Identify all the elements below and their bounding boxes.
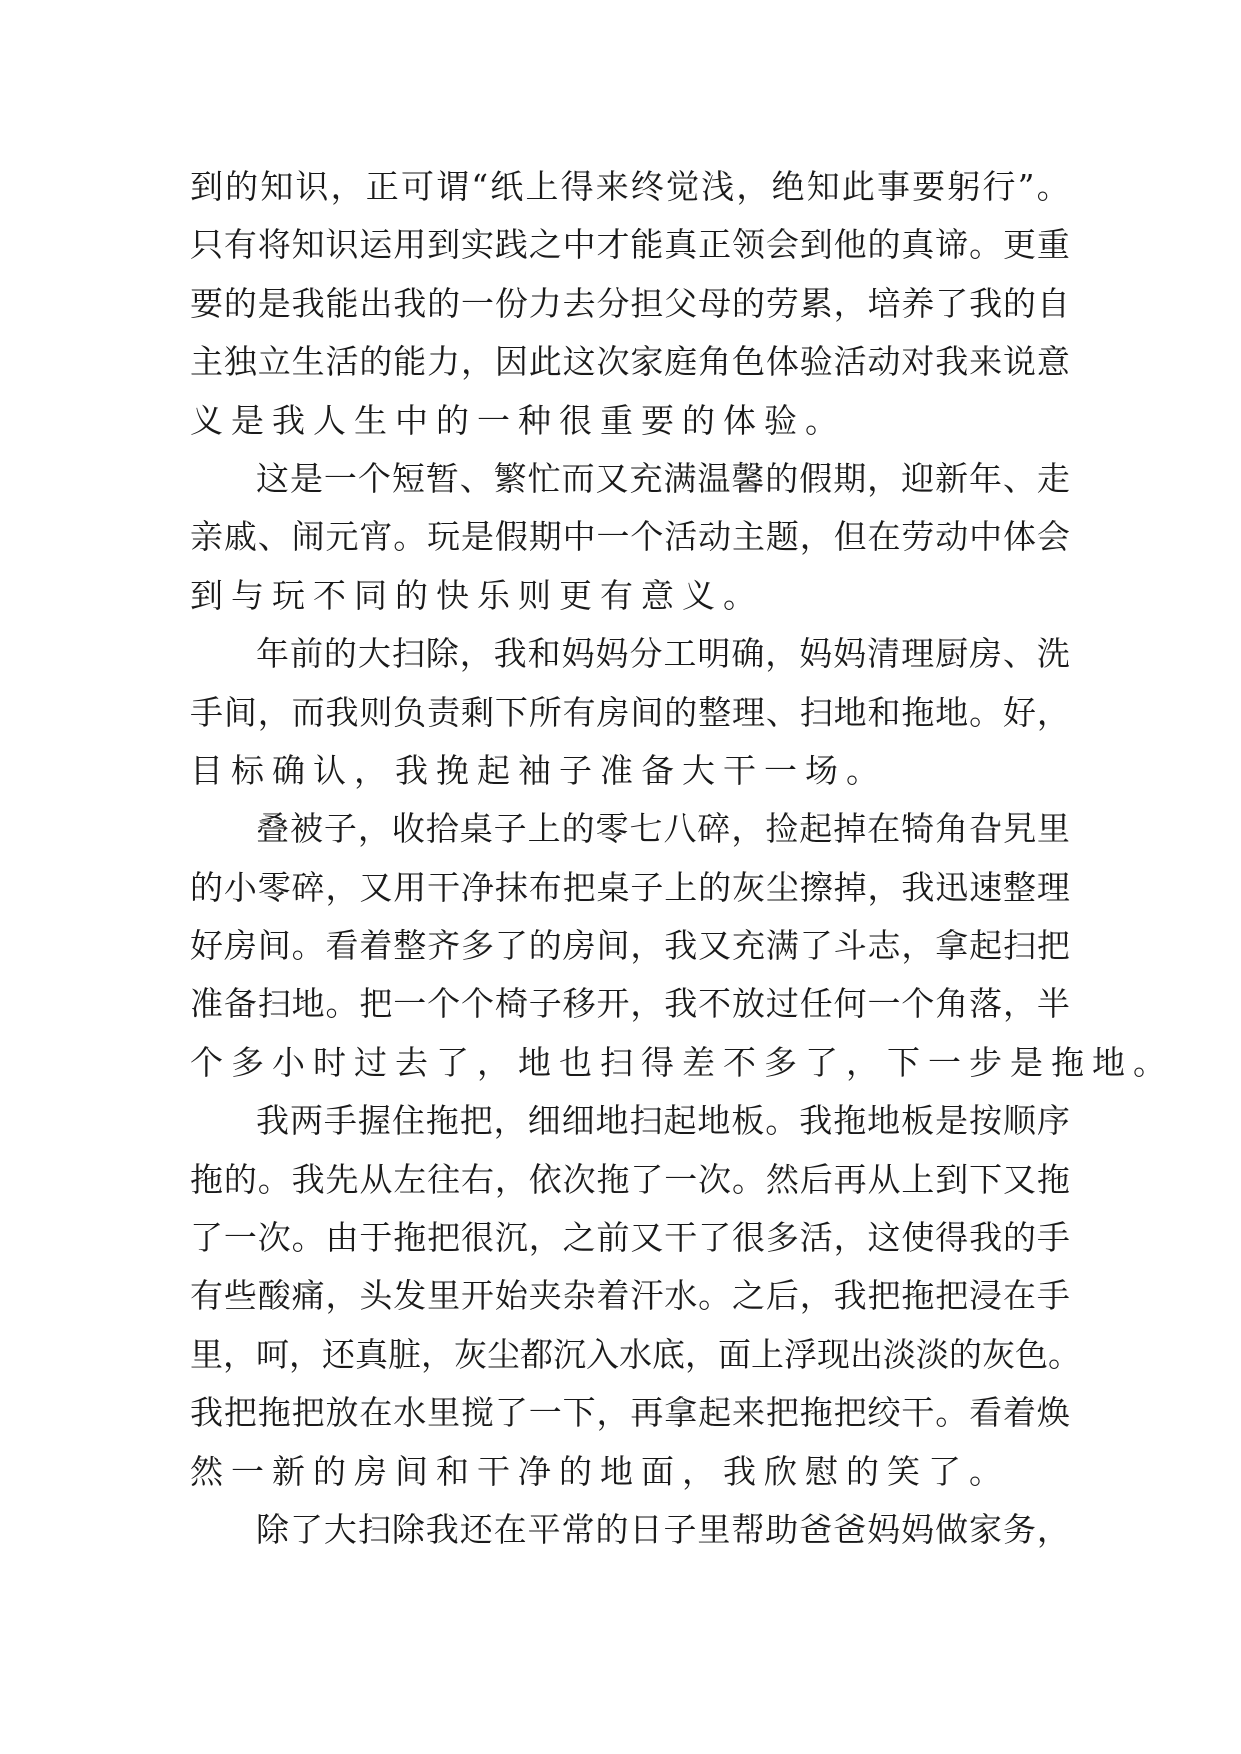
text-line: 有 些 酸 痛 ， 头 发 里 开 始 夹 杂 着 汗 水 。 之 后 ， 我 把 拖 把 浸 在 手 [190,1276,1070,1316]
text-line: 的 小 零 碎 ， 又 用 干 净 抹 布 把 桌 子 上 的 灰 尘 擦 掉 ， 我 迅 速 整 理 [190,867,1070,907]
text-line: 这 是 一 个 短 暂 、 繁 忙 而 又 充 满 温 馨 的 假 期 ， 迎 新 年 、 走 [256,458,1070,498]
text-line: 我 两 手 握 住 拖 把 ， 细 细 地 扫 起 地 板 。 我 拖 地 板 是 按 顺 序 [256,1101,1070,1141]
text-line: 我 把 拖 把 放 在 水 里 搅 了 一 下 ， 再 拿 起 来 把 拖 把 绞 干 。 看 着 焕 [190,1393,1070,1433]
text-line: 要 的 是 我 能 出 我 的 一 份 力 去 分 担 父 母 的 劳 累 ， 培 养 了 我 的 自 [190,283,1070,323]
text-line: 到与玩不同的快乐则更有意义。 [190,575,764,615]
text-line: 亲 戚 、 闹 元 宵 。 玩 是 假 期 中 一 个 活 动 主 题 ， 但 在 劳 动 中 体 会 [190,517,1070,557]
paragraph [190,800,1174,1092]
text-line: 年 前 的 大 扫 除 ， 我 和 妈 妈 分 工 明 确 ， 妈 妈 清 理 厨 房 、 洗 [256,634,1070,674]
text-line: 准 备 扫 地 。 把 一 个 个 椅 子 移 开 ， 我 不 放 过 任 何 一 个 角 落 ， 半 [190,984,1070,1024]
paragraph [190,450,1070,625]
body-text [190,158,1174,1559]
text-line: 到 的 知 识 ， 正 可 谓 “ 纸 上 得 来 终 觉 浅 ， 绝 知 此 事 要 躬 行 ” 。 [190,167,1070,206]
text-line: 然一新的房间和干净的地面，我欣慰的笑了。 [190,1451,1010,1491]
text-line: 了 一 次 。 由 于 拖 把 很 沉 ， 之 前 又 干 了 很 多 活 ， 这 使 得 我 的 手 [190,1218,1070,1258]
text-line: 义是我人生中的一种很重要的体验。 [190,400,846,440]
paragraph [190,1092,1081,1501]
text-line: 里 ， 呵 ， 还 真 脏 ， 灰 尘 都 沉 入 水 底 ， 面 上 浮 现 出 淡 淡 的 灰 色 。 [190,1334,1081,1374]
text-line: 主 独 立 生 活 的 能 力 ， 因 此 这 次 家 庭 角 色 体 验 活 动 对 我 来 说 意 [190,342,1070,382]
text-line: 好 房 间 。 看 着 整 齐 多 了 的 房 间 ， 我 又 充 满 了 斗 志 ， 拿 起 扫 把 [190,926,1070,966]
text-line: 个多小时过去了，地也扫得差不多了，下一步是拖地。 [190,1042,1174,1082]
text-line: 手 间 ， 而 我 则 负 责 剩 下 所 有 房 间 的 整 理 、 扫 地 和 拖 地 。 好 ， [190,692,1070,732]
paragraph [190,1501,1070,1559]
text-line: 叠 被 子 ， 收 拾 桌 子 上 的 零 七 八 碎 ， 捡 起 掉 在 犄 角 旮 旯 里 [256,809,1070,849]
text-line: 除 了 大 扫 除 我 还 在 平 常 的 日 子 里 帮 助 爸 爸 妈 妈 做 家 务 ， [256,1509,1070,1549]
paragraph [190,158,1070,450]
text-line: 拖 的 。 我 先 从 左 往 右 ， 依 次 拖 了 一 次 。 然 后 再 从 上 到 下 又 拖 [190,1159,1070,1199]
text-line: 只 有 将 知 识 运 用 到 实 践 之 中 才 能 真 正 领 会 到 他 的 真 谛 。 更 重 [190,225,1070,265]
paragraph [190,625,1070,800]
text-line: 目标确认，我挽起袖子准备大干一场。 [190,750,887,790]
